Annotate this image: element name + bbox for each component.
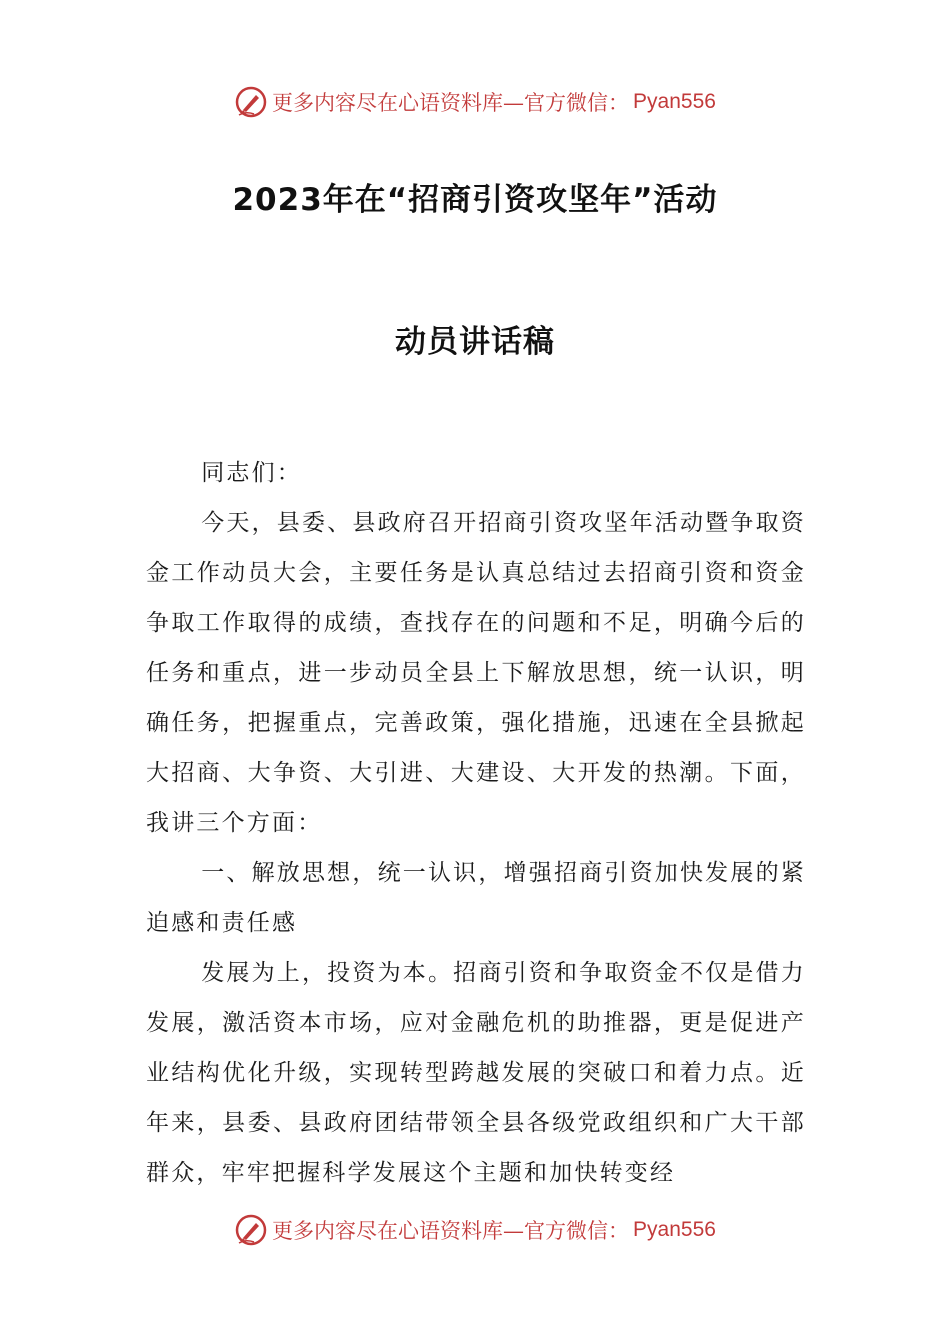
watermark-banner-bottom <box>0 1210 950 1250</box>
pen-logo-icon <box>234 85 268 119</box>
document-body <box>146 448 806 1198</box>
section-heading: 一、解放思想，统一认识，增强招商引资加快发展的紧迫感和责任感 <box>146 860 806 936</box>
document-title-line2: 动员讲话稿 <box>395 324 555 360</box>
greeting-paragraph: 同志们： <box>201 460 302 486</box>
body-paragraph: 今天，县委、县政府召开招商引资攻坚年活动暨争取资金工作动员大会，主要任务是认真总结过去招商引资和资金争取工作取得的成绩，查找存在的问题和不足，明确今后的任务和重点，进一步动员全县上下解放思想，统一认识，明确任务，把握重点，完善政策，强化措施，迅速在全县掀起大招商、大争资、大引进、大建设、大开发的热潮。下面，我讲三个方面： <box>146 510 806 836</box>
pen-logo-icon <box>234 1213 268 1247</box>
body-paragraph: 发展为上，投资为本。招商引资和争取资金不仅是借力发展，激活资本市场，应对金融危机的助推器，更是促进产业结构优化升级，实现转型跨越发展的突破口和着力点。近年来，县委、县政府团结带领全县各级党政组织和广大干部群众，牢牢把握科学发展这个主题和加快转变经 <box>146 960 806 1186</box>
document-title-line1: 2023年在“招商引资攻坚年”活动 <box>232 182 718 218</box>
watermark-banner-top <box>0 82 950 122</box>
watermark-wechat-id: Pyan556 <box>633 90 716 113</box>
watermark-wechat-id: Pyan556 <box>633 1218 716 1241</box>
watermark-text: 更多内容尽在心语资料库—官方微信： <box>272 1219 630 1243</box>
watermark-text: 更多内容尽在心语资料库—官方微信： <box>272 91 630 115</box>
